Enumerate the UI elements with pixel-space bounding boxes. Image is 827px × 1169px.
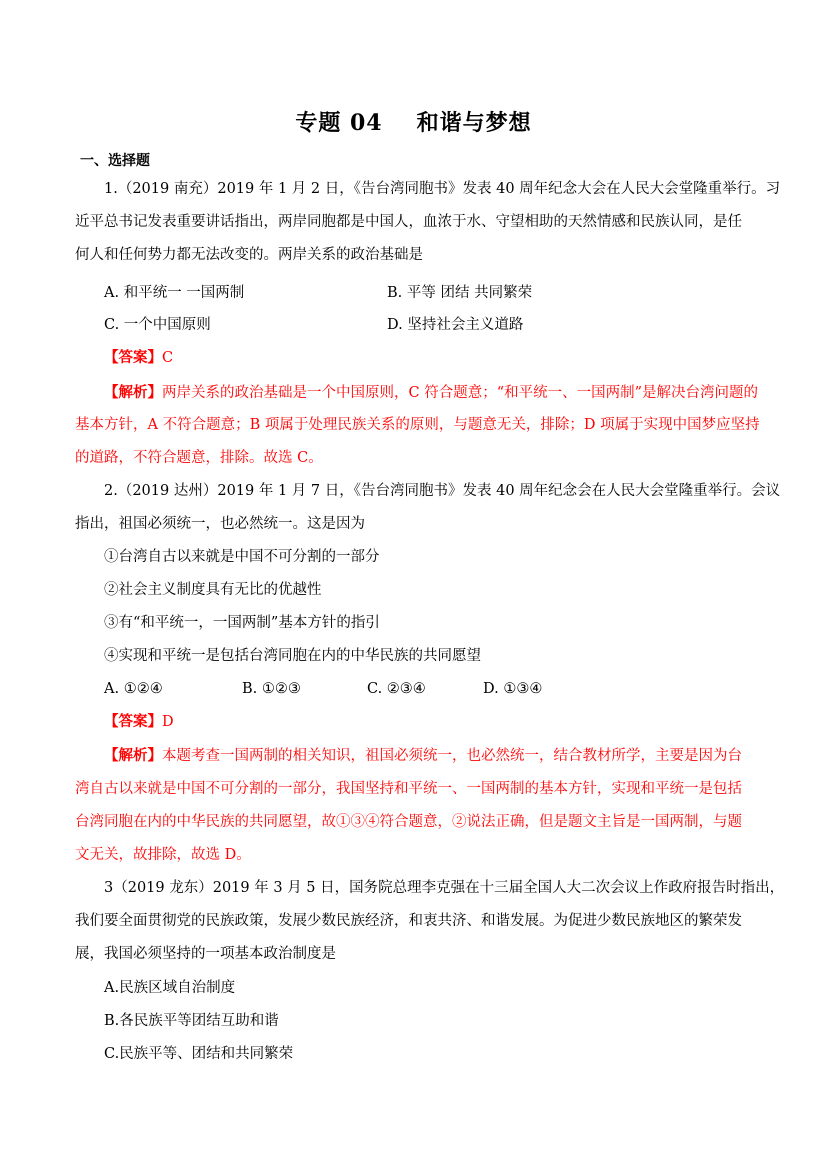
section-heading: 一、选择题 (80, 153, 150, 169)
q3-stem-line: 展，我国必须坚持的一项基本政治制度是 (75, 946, 336, 962)
q3-option-c: C.民族平等、团结和共同繁荣 (104, 1046, 294, 1062)
q2-statement: ④实现和平统一是包括台湾同胞在内的中华民族的共同愿望 (104, 648, 481, 664)
q2-statement: ②社会主义制度具有无比的优越性 (104, 582, 322, 598)
topic-name: 和谐与梦想 (416, 110, 532, 136)
q1-analysis-line: 的道路，不符合题意，排除。故选 C。 (75, 450, 323, 466)
q1-stem-line: 1.（2019 南充）2019 年 1 月 2 日，《告台湾同胞书》发表 40 周年纪念大会在人民大会堂隆重举行。习 (104, 181, 781, 197)
q1-analysis-line (104, 383, 784, 403)
analysis-text: 两岸关系的政治基础是一个中国原则，C 符合题意；“和平统一、一国两制”是解决台湾问题的 (162, 385, 759, 401)
q2-statement: ③有“和平统一，一国两制”基本方针的指引 (104, 615, 380, 631)
q3-option-b: B.各民族平等团结互助和谐 (104, 1013, 279, 1029)
q2-option-a: A. ①②④ (104, 681, 163, 697)
q1-answer (104, 348, 784, 368)
q1-stem-line: 近平总书记发表重要讲话指出，两岸同胞都是中国人，血浓于水、守望相助的天然情感和民族认同，是任 (75, 214, 742, 230)
q1-option-d: D. 坚持社会主义道路 (387, 317, 524, 333)
answer-label: 【答案】 (104, 349, 162, 366)
q2-option-d: D. ①③④ (483, 681, 543, 697)
q1-option-b: B. 平等 团结 共同繁荣 (387, 285, 533, 301)
q1-option-a: A. 和平统一 一国两制 (104, 285, 245, 301)
q1-analysis-line: 基本方针，A 不符合题意；B 项属于处理民族关系的原则，与题意无关，排除；D 项属于实现中国梦应坚持 (75, 417, 760, 433)
q2-analysis-line (104, 746, 784, 766)
q2-analysis-line: 台湾同胞在内的中华民族的共同愿望，故①③④符合题意，②说法正确，但是题文主旨是一国两制，与题 (75, 814, 742, 830)
answer-value: D (162, 714, 174, 730)
q3-option-a: A.民族区域自治制度 (104, 980, 236, 996)
q2-option-b: B. ①②③ (242, 681, 301, 697)
analysis-text: 本题考查一国两制的相关知识，祖国必须统一，也必然统一，结合教材所学，主要是因为台 (162, 748, 742, 764)
answer-value: C (162, 350, 174, 366)
q2-statement: ①台湾自古以来就是中国不可分割的一部分 (104, 549, 380, 565)
q1-option-c: C. 一个中国原则 (104, 317, 211, 333)
answer-label: 【答案】 (104, 713, 162, 730)
q2-stem-line: 2.（2019 达州）2019 年 1 月 7 日，《告台湾同胞书》发表 40 周年纪念会在人民大会堂隆重举行。会议 (104, 483, 781, 499)
q2-analysis-line: 文无关，故排除，故选 D。 (75, 847, 251, 863)
topic-code: 专题 04 (295, 110, 383, 136)
q2-answer (104, 712, 784, 732)
q2-stem-line: 指出，祖国必须统一，也必然统一。这是因为 (75, 516, 365, 532)
analysis-label: 【解析】 (104, 747, 162, 764)
analysis-label: 【解析】 (104, 384, 162, 401)
q3-stem-line: 3（2019 龙东）2019 年 3 月 5 日，国务院总理李克强在十三届全国人大二次会议上作政府报告时指出， (104, 880, 785, 896)
q3-stem-line: 我们要全面贯彻党的民族政策，发展少数民族经济，和衷共济、和谐发展。为促进少数民族地区的繁荣发 (75, 913, 742, 929)
q2-option-c: C. ②③④ (367, 681, 426, 697)
page-title (0, 106, 827, 137)
q1-stem-line: 何人和任何势力都无法改变的。两岸关系的政治基础是 (75, 247, 423, 263)
q2-analysis-line: 湾自古以来就是中国不可分割的一部分，我国坚持和平统一、一国两制的基本方针，实现和平统一是包括 (75, 781, 742, 797)
